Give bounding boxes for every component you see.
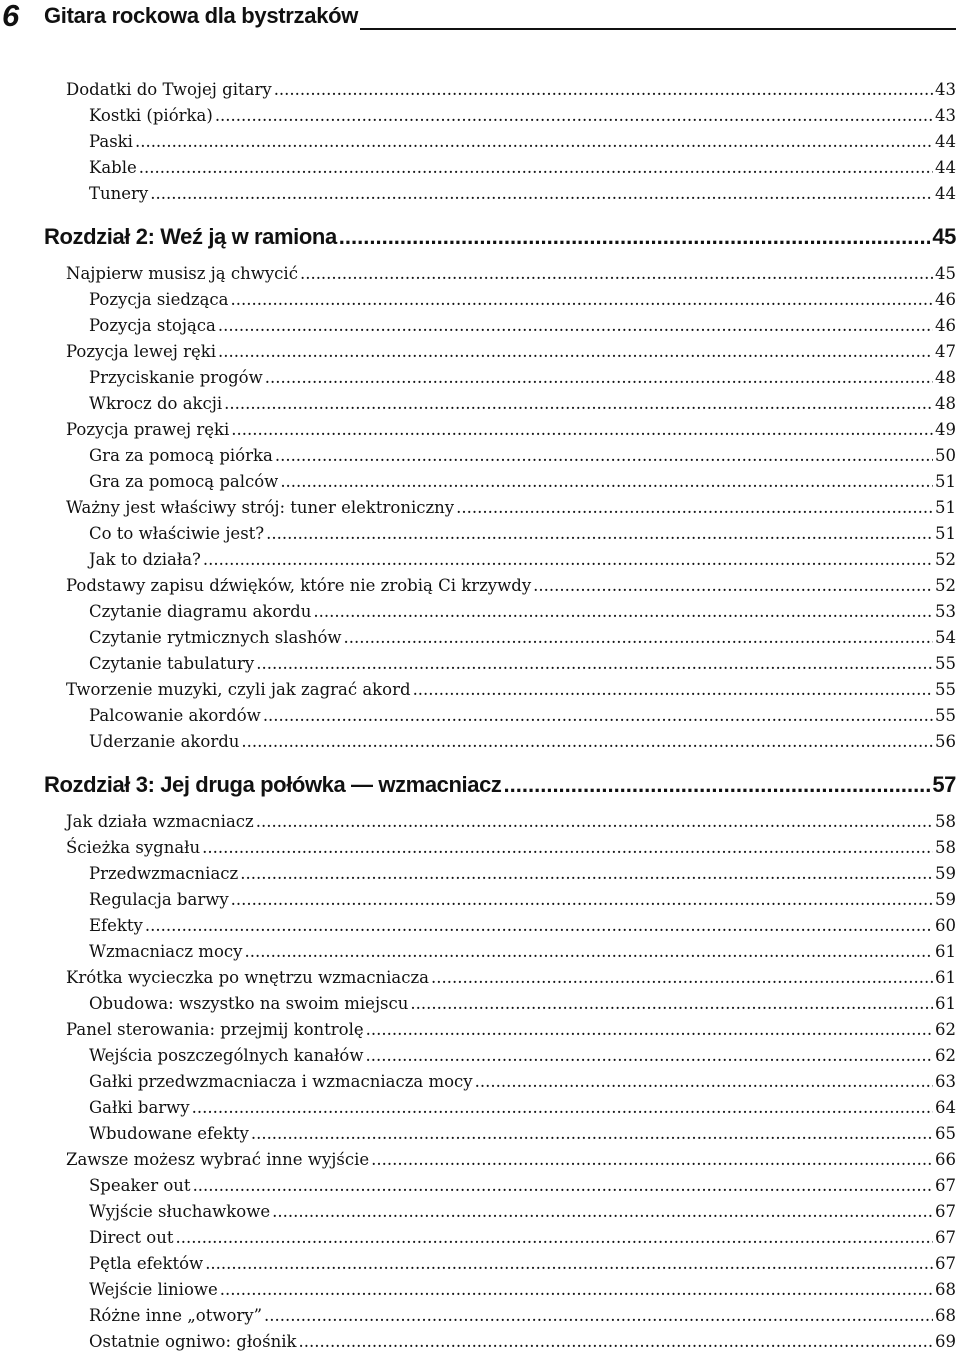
- toc-entry-title: Panel sterowania: przejmij kontrolę: [66, 1020, 364, 1039]
- toc-entry: [89, 1098, 956, 1122]
- dot-leader: [205, 1254, 933, 1273]
- toc-entry: [89, 1254, 956, 1278]
- dot-leader: [256, 654, 933, 673]
- toc-entry-page: 61: [935, 968, 956, 987]
- toc-entry: [66, 680, 956, 704]
- toc-entry-page: 59: [935, 864, 956, 883]
- toc-entry: [89, 368, 956, 392]
- toc-entry-title: Różne inne „otwory”: [89, 1306, 263, 1325]
- toc-entry-page: 51: [935, 472, 956, 491]
- toc-entry: [89, 1280, 956, 1304]
- toc-entry: [66, 80, 956, 104]
- dot-leader: [365, 1046, 933, 1065]
- toc-entry-title: Najpierw musisz ją chwycić: [66, 264, 298, 283]
- toc-entry: [89, 1306, 956, 1330]
- toc-entry-page: 43: [935, 80, 956, 99]
- dot-leader: [215, 106, 933, 125]
- toc-entry: [66, 1150, 956, 1174]
- toc-entry-page: 65: [935, 1124, 956, 1143]
- toc-entry-page: 62: [935, 1046, 956, 1065]
- dot-leader: [224, 394, 933, 413]
- toc-entry-page: 69: [935, 1332, 956, 1351]
- toc-entry: [89, 602, 956, 626]
- toc-entry: [66, 264, 956, 288]
- dot-leader: [274, 80, 933, 99]
- dot-leader: [231, 420, 933, 439]
- toc-entry-page: 44: [935, 184, 956, 203]
- page-number: 6: [2, 0, 20, 33]
- toc-entry-title: Co to właściwie jest?: [89, 524, 265, 543]
- dot-leader: [339, 224, 931, 250]
- dot-leader: [264, 1306, 933, 1325]
- dot-leader: [256, 812, 933, 831]
- toc-entry-title: Palcowanie akordów: [89, 706, 261, 725]
- toc-entry: [89, 446, 956, 470]
- toc-entry-page: 47: [935, 342, 956, 361]
- toc-entry: [89, 472, 956, 496]
- toc-entry: [89, 394, 956, 418]
- toc-entry-title: Zawsze możesz wybrać inne wyjście: [66, 1150, 370, 1169]
- toc-entry-page: 48: [935, 368, 956, 387]
- toc-entry-title: Rozdział 3: Jej druga połówka — wzmacniacz: [44, 772, 502, 797]
- toc-entry-title: Tworzenie muzyki, czyli jak zagrać akord: [66, 680, 411, 699]
- toc-entry: [89, 316, 956, 340]
- toc-entry-page: 51: [935, 524, 956, 543]
- toc-entry-title: Wejście liniowe: [89, 1280, 218, 1299]
- toc-entry: [89, 524, 956, 548]
- toc-entry-page: 67: [935, 1202, 956, 1221]
- dot-leader: [533, 576, 933, 595]
- toc-entry: [66, 812, 956, 836]
- toc-entry: [89, 550, 956, 574]
- dot-leader: [203, 550, 933, 569]
- toc-entry: [66, 968, 956, 992]
- toc-chapter-entry: [44, 224, 956, 254]
- toc-entry: [89, 1228, 956, 1252]
- toc-entry-title: Wejścia poszczególnych kanałów: [89, 1046, 364, 1065]
- toc-entry: [89, 290, 956, 314]
- toc-entry-page: 46: [935, 316, 956, 335]
- dot-leader: [192, 1098, 933, 1117]
- dot-leader: [344, 628, 933, 647]
- toc-entry: [66, 420, 956, 444]
- dot-leader: [220, 1280, 933, 1299]
- dot-leader: [218, 316, 933, 335]
- dot-leader: [410, 994, 933, 1013]
- toc-entry-page: 59: [935, 890, 956, 909]
- toc-entry-title: Przyciskanie progów: [89, 368, 263, 387]
- toc-entry-page: 45: [935, 264, 956, 283]
- dot-leader: [456, 498, 933, 517]
- toc-entry-page: 55: [935, 680, 956, 699]
- toc-entry-page: 52: [935, 576, 956, 595]
- toc-entry: [66, 498, 956, 522]
- dot-leader: [371, 1150, 933, 1169]
- toc-entry-title: Efekty: [89, 916, 143, 935]
- toc-entry-title: Wzmacniacz mocy: [89, 942, 243, 961]
- toc-entry-page: 58: [935, 812, 956, 831]
- toc-entry-title: Pozycja stojąca: [89, 316, 216, 335]
- toc-entry-page: 63: [935, 1072, 956, 1091]
- toc-entry-title: Czytanie rytmicznych slashów: [89, 628, 342, 647]
- dot-leader: [193, 1176, 933, 1195]
- dot-leader: [240, 864, 933, 883]
- toc-entry-page: 48: [935, 394, 956, 413]
- toc-entry: [89, 994, 956, 1018]
- dot-leader: [298, 1332, 933, 1351]
- dot-leader: [366, 1020, 933, 1039]
- toc-entry-title: Pozycja prawej ręki: [66, 420, 230, 439]
- dot-leader: [231, 890, 933, 909]
- dot-leader: [413, 680, 933, 699]
- toc-entry-title: Jak działa wzmacniacz: [66, 812, 254, 831]
- toc-entry-title: Kable: [89, 158, 137, 177]
- toc-entry-page: 58: [935, 838, 956, 857]
- toc-entry-page: 49: [935, 420, 956, 439]
- toc-entry-title: Regulacja barwy: [89, 890, 229, 909]
- toc-entry: [66, 838, 956, 862]
- toc-entry-title: Pętla efektów: [89, 1254, 204, 1273]
- toc-entry-title: Czytanie diagramu akordu: [89, 602, 312, 621]
- toc-entry-page: 57: [932, 772, 956, 797]
- dot-leader: [272, 1202, 933, 1221]
- dot-leader: [241, 732, 933, 751]
- toc-entry-page: 54: [935, 628, 956, 647]
- toc-entry: [89, 706, 956, 730]
- toc-entry-title: Wkrocz do akcji: [89, 394, 223, 413]
- toc-entry-title: Wyjście słuchawkowe: [89, 1202, 271, 1221]
- toc-entry-page: 67: [935, 1176, 956, 1195]
- dot-leader: [265, 368, 933, 387]
- dot-leader: [139, 158, 933, 177]
- toc-entry: [89, 916, 956, 940]
- toc-entry-title: Paski: [89, 132, 133, 151]
- toc-entry-page: 67: [935, 1228, 956, 1247]
- toc-entry-page: 61: [935, 994, 956, 1013]
- toc-entry-page: 45: [932, 224, 956, 249]
- toc-chapter-entry: [44, 772, 956, 802]
- toc-entry-title: Ostatnie ogniwo: głośnik: [89, 1332, 297, 1351]
- toc-entry-page: 52: [935, 550, 956, 569]
- toc-entry: [66, 576, 956, 600]
- toc-entry: [89, 132, 956, 156]
- toc-entry: [89, 628, 956, 652]
- toc-entry-page: 61: [935, 942, 956, 961]
- toc-entry-page: 44: [935, 158, 956, 177]
- toc-entry-title: Gra za pomocą piórka: [89, 446, 273, 465]
- dot-leader: [251, 1124, 933, 1143]
- toc-entry-page: 46: [935, 290, 956, 309]
- dot-leader: [135, 132, 933, 151]
- toc-entry-title: Krótka wycieczka po wnętrzu wzmacniacza: [66, 968, 429, 987]
- toc-entry-page: 64: [935, 1098, 956, 1117]
- toc-entry-title: Gra za pomocą palców: [89, 472, 279, 491]
- toc-entry-title: Rozdział 2: Weź ją w ramiona: [44, 224, 337, 249]
- toc-entry: [89, 654, 956, 678]
- toc-entry: [89, 184, 956, 208]
- toc-entry-title: Kostki (piórka): [89, 106, 213, 125]
- toc-entry: [89, 106, 956, 130]
- toc-entry-page: 68: [935, 1306, 956, 1325]
- dot-leader: [263, 706, 933, 725]
- toc-entry-title: Obudowa: wszystko na swoim miejscu: [89, 994, 409, 1013]
- toc-entry-page: 55: [935, 706, 956, 725]
- toc-entry-page: 66: [935, 1150, 956, 1169]
- toc-entry-title: Dodatki do Twojej gitary: [66, 80, 272, 99]
- toc-entry-page: 44: [935, 132, 956, 151]
- toc-entry-title: Ważny jest właściwy strój: tuner elektroniczny: [66, 498, 455, 517]
- toc-entry: [89, 942, 956, 966]
- dot-leader: [150, 184, 933, 203]
- toc-entry-title: Pozycja lewej ręki: [66, 342, 217, 361]
- dot-leader: [244, 942, 933, 961]
- toc-entry: [89, 890, 956, 914]
- toc-entry-title: Pozycja siedząca: [89, 290, 229, 309]
- toc-entry: [89, 1202, 956, 1226]
- toc-entry: [66, 1020, 956, 1044]
- toc-entry-page: 51: [935, 498, 956, 517]
- toc-entry: [66, 342, 956, 366]
- toc-entry: [89, 1332, 956, 1356]
- toc-entry-title: Czytanie tabulatury: [89, 654, 255, 673]
- toc-entry-page: 67: [935, 1254, 956, 1273]
- toc-entry: [89, 1124, 956, 1148]
- dot-leader: [300, 264, 933, 283]
- dot-leader: [280, 472, 933, 491]
- toc-entry-page: 50: [935, 446, 956, 465]
- dot-leader: [145, 916, 933, 935]
- toc-entry-title: Direct out: [89, 1228, 174, 1247]
- dot-leader: [231, 290, 933, 309]
- toc-entry: [89, 158, 956, 182]
- dot-leader: [266, 524, 933, 543]
- toc-entry-page: 43: [935, 106, 956, 125]
- toc-entry: [89, 864, 956, 888]
- dot-leader: [202, 838, 933, 857]
- toc-entry: [89, 1072, 956, 1096]
- toc-entry-title: Ścieżka sygnału: [66, 838, 201, 857]
- toc-entry-page: 56: [935, 732, 956, 751]
- dot-leader: [218, 342, 933, 361]
- toc-entry-page: 62: [935, 1020, 956, 1039]
- toc-entry-page: 55: [935, 654, 956, 673]
- toc-entry-title: Uderzanie akordu: [89, 732, 240, 751]
- dot-leader: [313, 602, 933, 621]
- toc-entry: [89, 1046, 956, 1070]
- dot-leader: [275, 446, 933, 465]
- dot-leader: [475, 1072, 933, 1091]
- dot-leader: [175, 1228, 933, 1247]
- toc-entry-title: Jak to działa?: [89, 550, 201, 569]
- toc-entry-title: Gałki przedwzmacniacza i wzmacniacza mocy: [89, 1072, 473, 1091]
- toc-entry-page: 60: [935, 916, 956, 935]
- toc-entry-title: Przedwzmacniacz: [89, 864, 239, 883]
- toc-entry-title: Gałki barwy: [89, 1098, 190, 1117]
- toc-entry: [89, 1176, 956, 1200]
- toc-entry-page: 68: [935, 1280, 956, 1299]
- running-title: Gitara rockowa dla bystrzaków: [44, 3, 359, 28]
- toc-entry: [89, 732, 956, 756]
- dot-leader: [504, 772, 931, 798]
- dot-leader: [431, 968, 933, 987]
- toc-entry-title: Podstawy zapisu dźwięków, które nie zrobią Ci krzywdy: [66, 576, 532, 595]
- toc-entry-title: Tunery: [89, 184, 149, 203]
- toc-entry-title: Speaker out: [89, 1176, 191, 1195]
- toc-entry-page: 53: [935, 602, 956, 621]
- toc-entry-title: Wbudowane efekty: [89, 1124, 249, 1143]
